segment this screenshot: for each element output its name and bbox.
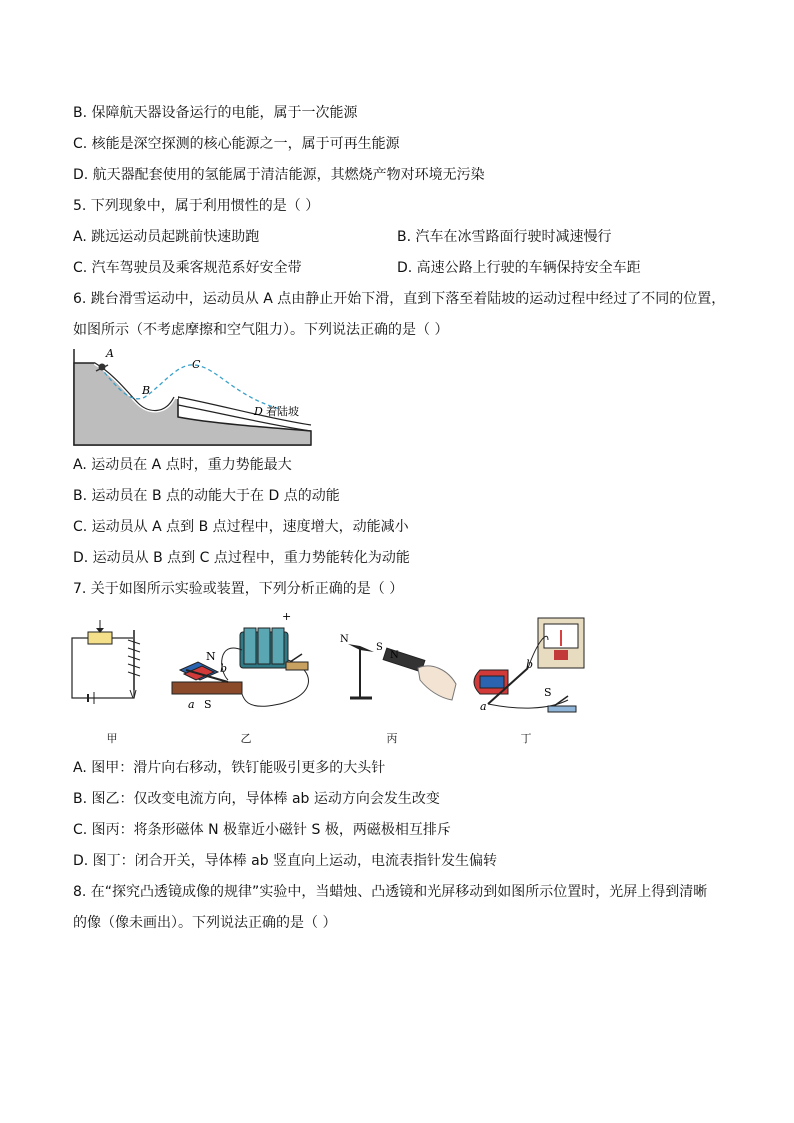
question-8-stem-line2: 的像（像未画出）。下列说法正确的是（ ）: [73, 915, 337, 931]
q5-option-c: C. 汽车驾驶员及乘客规范系好安全带: [73, 260, 302, 276]
q7-option-d: D. 图丁：闭合开关，导体棒 ab 竖直向上运动，电流表指针发生偏转: [73, 853, 498, 869]
svg-text:S: S: [376, 642, 383, 653]
svg-text:a: a: [188, 698, 195, 711]
caption-bing: 丙: [386, 732, 398, 745]
label-landing-slope: 着陆坡: [266, 405, 299, 418]
q7-figures: [68, 610, 588, 720]
svg-text:+: +: [282, 610, 292, 623]
svg-text:N: N: [390, 650, 399, 661]
q6-option-c: C. 运动员从 A 点到 B 点过程中，速度增大，动能减小: [73, 519, 409, 535]
option-d-line: D. 航天器配套使用的氢能属于清洁能源，其燃烧产物对环境无污染: [73, 167, 485, 183]
figure-bing: [340, 634, 456, 700]
q5-option-a: A. 跳远运动员起跳前快速助跑: [73, 229, 260, 245]
q5-option-b: B. 汽车在冰雪路面行驶时减速慢行: [397, 229, 612, 245]
option-b-line: B. 保障航天器设备运行的电能，属于一次能源: [73, 105, 358, 121]
caption-yi: 乙: [240, 732, 252, 745]
q6-option-d: D. 运动员从 B 点到 C 点过程中，重力势能转化为动能: [73, 550, 410, 566]
svg-text:S: S: [544, 686, 552, 699]
q7-option-c: C. 图丙：将条形磁体 N 极靠近小磁针 S 极，两磁极相互排斥: [73, 822, 451, 838]
q7-option-b: B. 图乙：仅改变电流方向，导体棒 ab 运动方向会发生改变: [73, 791, 440, 807]
figure-ding: [474, 618, 584, 713]
svg-text:N: N: [340, 634, 349, 645]
label-d: D: [254, 405, 263, 418]
question-6-stem-line1: 6. 跳台滑雪运动中，运动员从 A 点由静止开始下滑，直到下落至着陆坡的运动过程中经过了不同的位置，: [73, 291, 726, 307]
option-c-line: C. 核能是深空探测的核心能源之一，属于可再生能源: [73, 136, 400, 152]
svg-text:a: a: [480, 700, 487, 713]
ski-jump-figure: [70, 345, 315, 450]
label-a: A: [106, 347, 114, 360]
label-b: B: [142, 384, 151, 397]
question-8-stem-line1: 8. 在“探究凸透镜成像的规律”实验中，当蜡烛、凸透镜和光屏移动到如图所示位置时，光屏上得到清晰: [73, 884, 708, 900]
svg-text:N: N: [206, 650, 216, 663]
figure-yi: [172, 610, 308, 711]
caption-jia: 甲: [106, 732, 118, 745]
label-c: C: [192, 358, 201, 371]
question-7-stem: 7. 关于如图所示实验或装置，下列分析正确的是（ ）: [73, 581, 404, 597]
figure-jia: [72, 620, 140, 704]
caption-ding: 丁: [520, 732, 532, 745]
question-5-stem: 5. 下列现象中，属于利用惯性的是（ ）: [73, 198, 320, 214]
svg-text:b: b: [220, 662, 228, 675]
q6-option-b: B. 运动员在 B 点的动能大于在 D 点的动能: [73, 488, 340, 504]
q6-option-a: A. 运动员在 A 点时，重力势能最大: [73, 457, 292, 473]
question-6-stem-line2: 如图所示（不考虑摩擦和空气阻力）。下列说法正确的是（ ）: [73, 322, 449, 338]
q7-option-a: A. 图甲：滑片向右移动，铁钉能吸引更多的大头针: [73, 760, 386, 776]
q5-option-d: D. 高速公路上行驶的车辆保持安全车距: [397, 260, 641, 276]
svg-text:S: S: [204, 698, 212, 711]
svg-text:b: b: [526, 658, 534, 671]
